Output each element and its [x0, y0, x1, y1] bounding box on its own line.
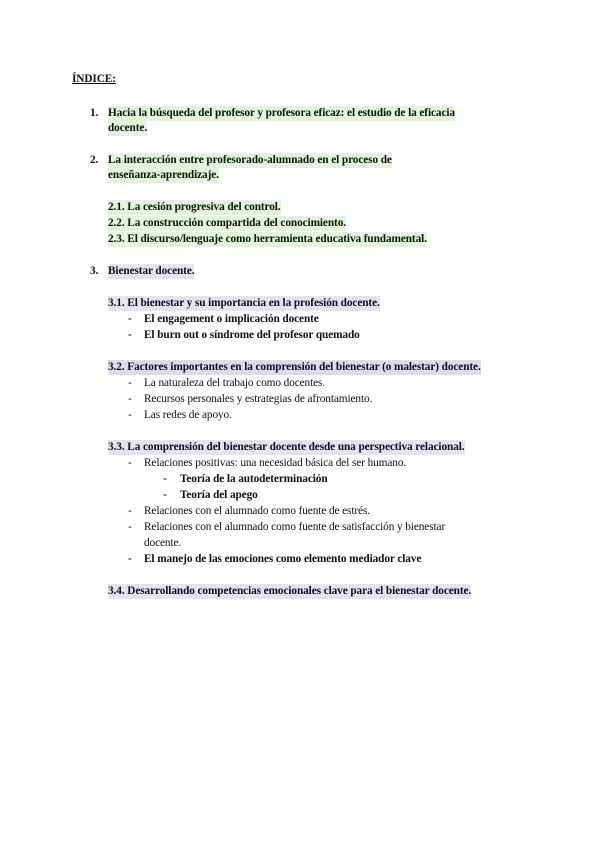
- subsection-3-4-title: 3.4. Desarrollando competencias emocionales clave para el bienestar docente.: [108, 585, 472, 597]
- section-1-title-line-2: docente.: [108, 122, 148, 134]
- list-item: La naturaleza del trabajo como docentes.: [144, 377, 326, 389]
- list-item: Las redes de apoyo.: [144, 409, 232, 421]
- section-3-number: 3.: [90, 265, 99, 277]
- section-2-number: 2.: [90, 154, 99, 166]
- section-2-title-line-2: enseñanza-aprendizaje.: [108, 169, 219, 181]
- list-item-nested: Teoría de la autodeterminación: [180, 473, 328, 485]
- subsection-2-2: 2.2. La construcción compartida del conocimiento.: [108, 217, 346, 229]
- list-dash: -: [128, 313, 132, 325]
- section-1-title-line-1: Hacia la búsqueda del profesor y profesora eficaz: el estudio de la eficacia: [108, 107, 455, 119]
- section-2-title-line-1: La interacción entre profesorado-alumnado en el proceso de: [108, 154, 392, 166]
- list-item: Relaciones positivas: una necesidad básica del ser humano.: [144, 457, 407, 469]
- list-item: El burn out o síndrome del profesor quemado: [144, 329, 360, 341]
- list-item: Recursos personales y estrategias de afrontamiento.: [144, 393, 373, 405]
- subsection-3-3-title: 3.3. La comprensión del bienestar docente desde una perspectiva relacional.: [108, 441, 465, 453]
- list-dash: -: [128, 457, 132, 469]
- list-dash: -: [128, 377, 132, 389]
- list-dash: -: [128, 409, 132, 421]
- list-item: El manejo de las emociones como elemento mediador clave: [144, 553, 422, 565]
- list-item: El engagement o implicación docente: [144, 313, 319, 325]
- list-dash: -: [128, 393, 132, 405]
- section-1-number: 1.: [90, 107, 99, 119]
- list-item: Relaciones con el alumnado como fuente de estrés.: [144, 505, 370, 517]
- list-item-continuation: docente.: [144, 537, 182, 549]
- subsection-3-1-title: 3.1. El bienestar y su importancia en la profesión docente.: [108, 297, 380, 309]
- list-item: Relaciones con el alumnado como fuente de satisfacción y bienestar: [144, 521, 446, 533]
- list-dash: -: [128, 521, 132, 533]
- list-dash: -: [128, 553, 132, 565]
- list-dash: -: [128, 329, 132, 341]
- list-dash: -: [163, 489, 167, 501]
- list-dash: -: [128, 505, 132, 517]
- index-title: ÍNDICE:: [72, 73, 116, 85]
- subsection-2-1: 2.1. La cesión progresiva del control.: [108, 201, 281, 213]
- section-3-title: Bienestar docente.: [108, 265, 195, 277]
- subsection-2-3: 2.3. El discurso/lenguaje como herramienta educativa fundamental.: [108, 233, 427, 245]
- list-item-nested: Teoría del apego: [180, 489, 258, 501]
- list-dash: -: [163, 473, 167, 485]
- subsection-3-2-title: 3.2. Factores importantes en la comprensión del bienestar (o malestar) docente.: [108, 361, 481, 373]
